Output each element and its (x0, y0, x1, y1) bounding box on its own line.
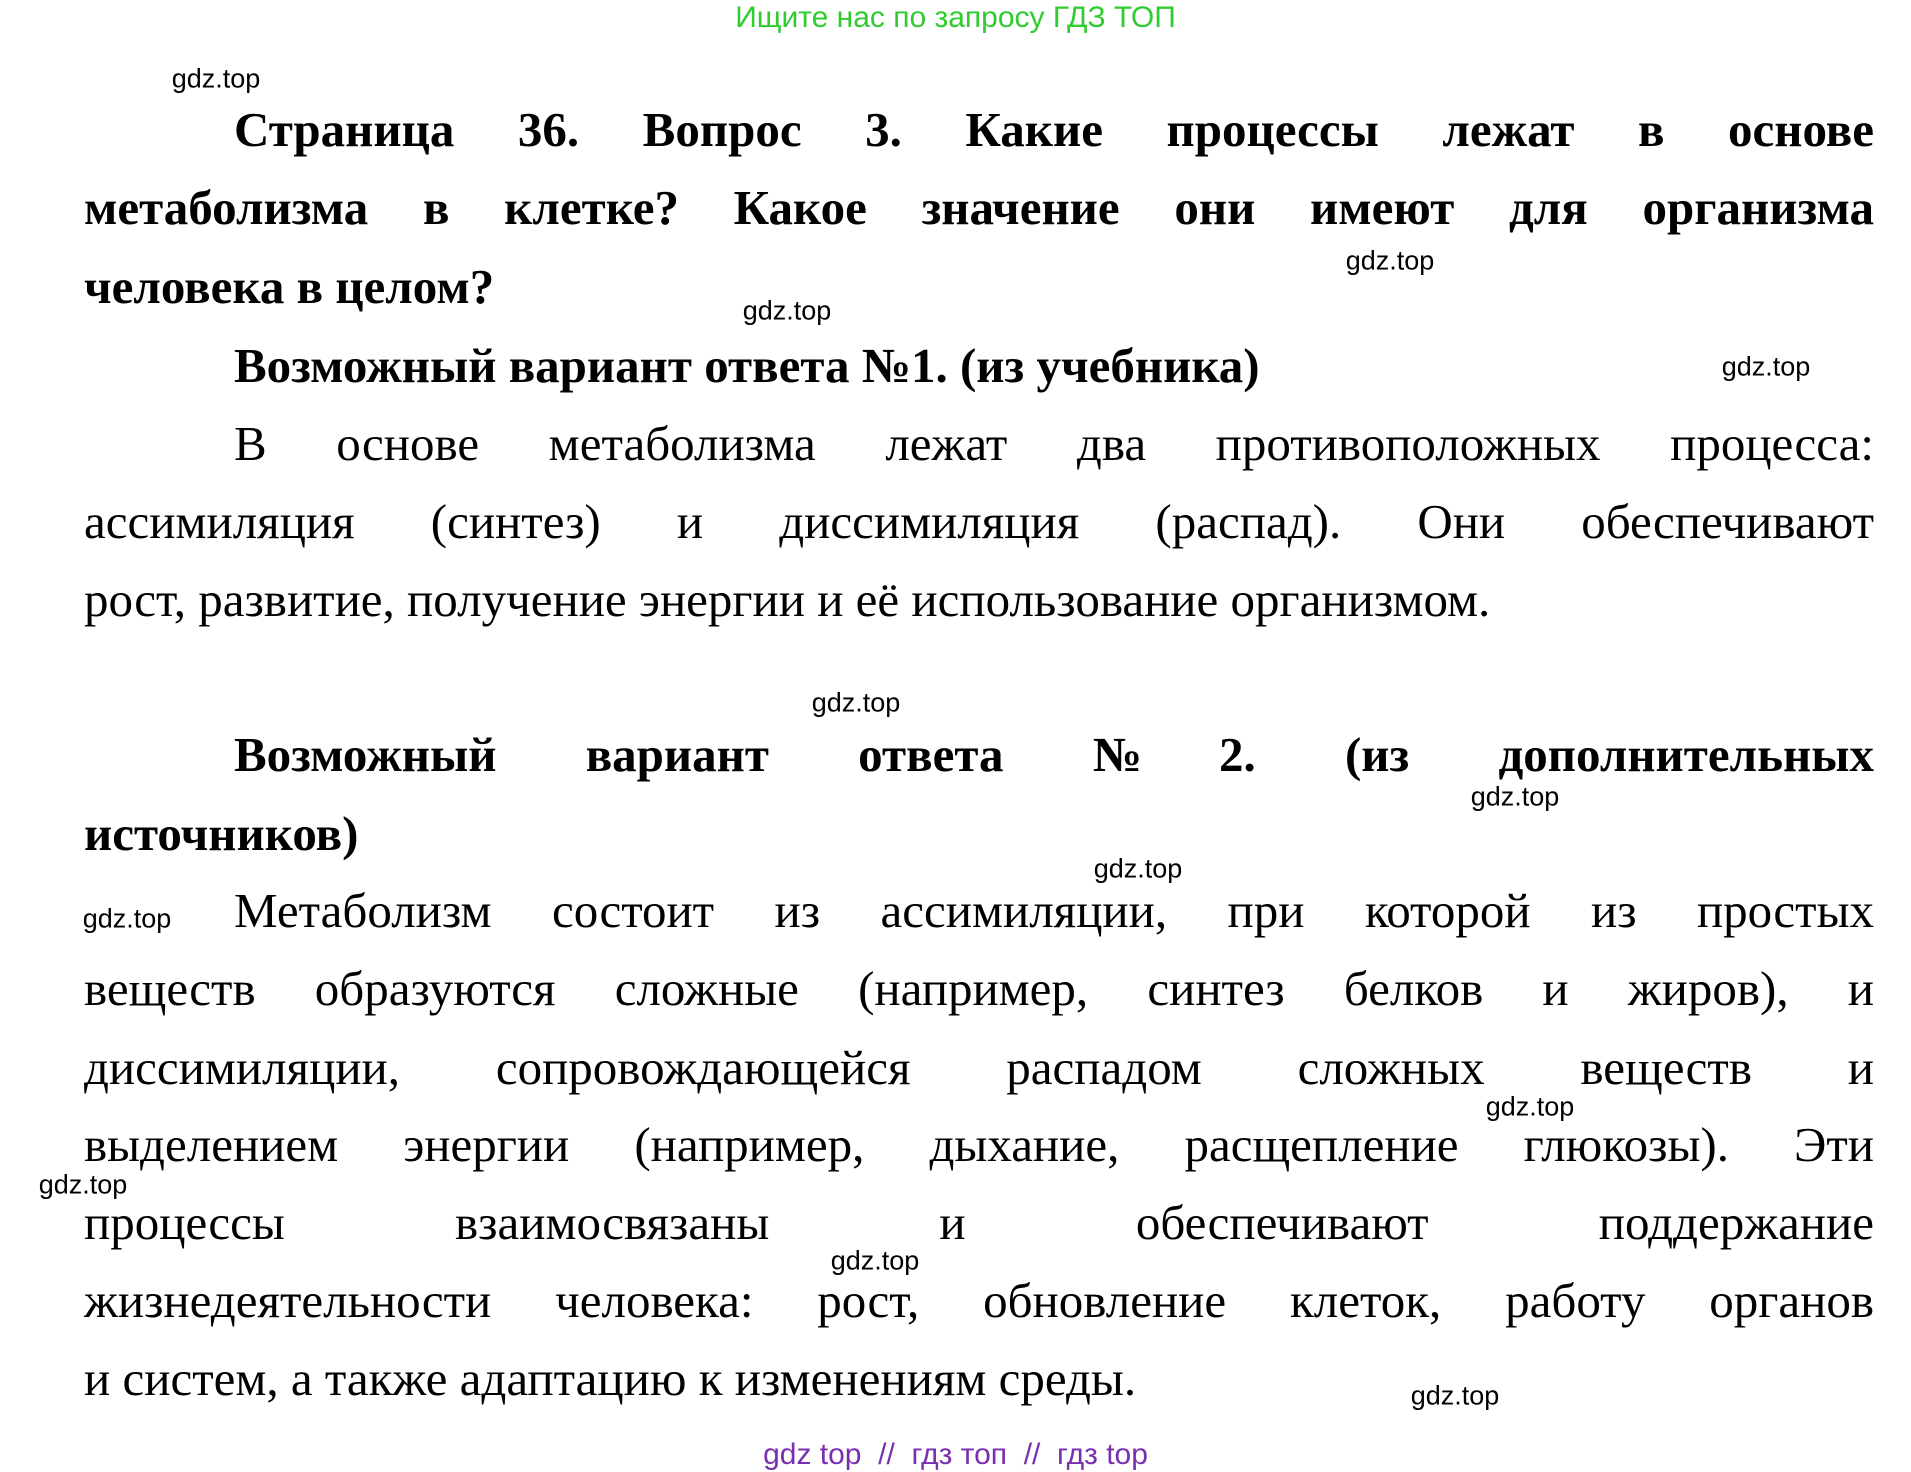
answer2-line: Метаболизм состоит из ассимиляции, при которой из простых (234, 883, 1874, 938)
question-line: Страница 36. Вопрос 3. Какие процессы лежат в основе (234, 102, 1874, 157)
answer1-line: рост, развитие, получение энергии и её использование организмом. (84, 572, 1491, 627)
answer2-line: диссимиляции, сопровождающейся распадом сложных веществ и (84, 1040, 1874, 1095)
answer2-line: веществ образуются сложные (например, синтез белков и жиров), и (84, 961, 1874, 1016)
question-line: человека в целом? (84, 259, 495, 314)
watermark: gdz.top (1410, 1380, 1500, 1411)
watermark: gdz.top (1485, 1091, 1575, 1122)
search-banner: Ищите нас по запросу ГДЗ ТОП (735, 1, 1176, 34)
answer2-heading: Возможный вариант ответа №2. (из дополнительных (234, 727, 1874, 782)
answer1-line: В основе метаболизма лежат два противоположных процесса: (234, 416, 1874, 471)
footer-links: gdz top // гдз топ // гдз top (763, 1438, 1148, 1471)
watermark: gdz.top (1345, 245, 1435, 276)
answer2-heading: источников) (84, 806, 359, 861)
watermark: gdz.top (82, 903, 172, 934)
answer2-line: процессы взаимосвязаны и обеспечивают поддержание (84, 1195, 1874, 1250)
answer2-line: и систем, а также адаптацию к изменениям среды. (84, 1351, 1137, 1406)
answer1-line: ассимиляция (синтез) и диссимиляция (распад). Они обеспечивают (84, 494, 1874, 549)
watermark: gdz.top (1470, 781, 1560, 812)
watermark: gdz.top (1093, 853, 1183, 884)
watermark: gdz.top (742, 295, 832, 326)
question-line: метаболизма в клетке? Какое значение они имеют для организма (84, 180, 1874, 235)
answer2-line: жизнедеятельности человека: рост, обновление клеток, работу органов (84, 1273, 1874, 1328)
watermark: gdz.top (38, 1169, 128, 1200)
watermark: gdz.top (811, 687, 901, 718)
watermark: gdz.top (830, 1245, 920, 1276)
watermark: gdz.top (171, 63, 261, 94)
answer2-line: выделением энергии (например, дыхание, расщепление глюкозы). Эти (84, 1117, 1874, 1172)
answer1-heading: Возможный вариант ответа №1. (из учебника) (234, 338, 1260, 393)
watermark: gdz.top (1721, 351, 1811, 382)
